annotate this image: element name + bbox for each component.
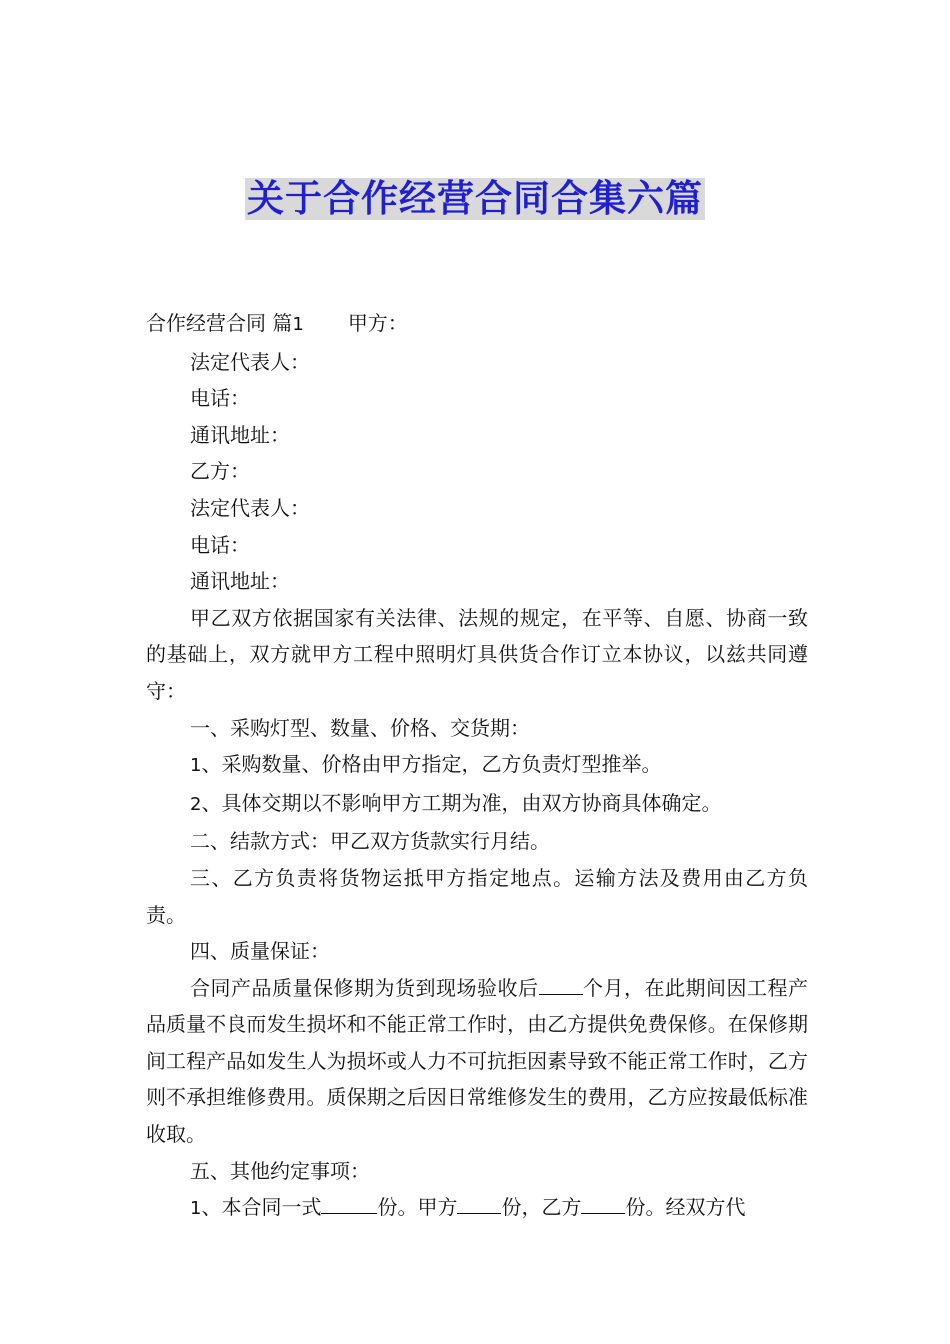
item-number: 1 [190,1198,202,1220]
section-4-text-a: 合同产品质量保修期为货到现场验收后 [190,975,539,1000]
section-1-title: 一、采购灯型、数量、价格、交货期： [190,715,530,740]
document-title: 关于合作经营合同合集六篇 [247,177,703,220]
preamble-paragraph: 甲乙双方依据国家有关法律、法规的规定，在平等、自愿、协商一致的基础上，双方就甲方工程中照明灯具供货合作订立本协议，以兹共同遵守： [146,605,808,703]
party-b-label: 乙方： [190,459,250,484]
title-container [0,178,950,220]
contract-heading-line [146,305,808,344]
party-a-label: 甲方： [347,311,408,335]
section-5-item-1 [146,1189,808,1228]
document-body [146,305,808,1228]
item-text-b: 份。甲方 [377,1195,458,1220]
field-address-b: 通讯地址： [190,569,290,594]
field-legal-rep-b: 法定代表人： [190,495,310,520]
contract-heading-label: 合作经营合同 篇 [146,311,293,335]
item-text: 、具体交期以不影响甲方工期为准，由双方协商具体确定。 [201,790,722,815]
field-phone-a: 电话： [190,386,250,411]
item-text-c: 份，乙方 [501,1195,582,1220]
blank-months [539,974,583,995]
section-2-paragraph: 二、结款方式：甲乙双方货款实行月结。 [190,829,550,854]
field-legal-rep-a: 法定代表人： [190,349,310,374]
item-text-d: 份。经双方代 [625,1195,746,1220]
section-1-item-1 [146,746,808,785]
item-text-a: 、本合同一式 [201,1195,322,1220]
field-address-a: 通讯地址： [190,422,290,447]
field-phone-b: 电话： [190,532,250,557]
section-4-text-b: 个月，在此期间因工程产品质量不良而发生损坏和不能正常工作时，由乙方提供免费保修。在保修期间工程产品如发生人为损坏或人力不可抗拒因素导致不能正常工作时，乙方则不承担维修费用。质保期之后因日常维修发生的费用，乙方应按最低标准收取。 [146,975,808,1147]
section-5-title: 五、其他约定事项： [190,1158,370,1183]
blank-copies-total [321,1193,377,1214]
item-text: 、采购数量、价格由甲方指定，乙方负责灯型推举。 [201,752,662,777]
blank-copies-b [581,1193,625,1214]
contract-heading-number: 1 [292,314,304,335]
item-number: 2 [190,793,202,815]
section-4-paragraph [146,970,808,1153]
item-number: 1 [190,755,202,777]
section-1-item-2 [146,785,808,824]
section-3-paragraph: 三、乙方负责将货物运抵甲方指定地点。运输方法及费用由乙方负责。 [146,865,808,927]
blank-copies-a [457,1193,501,1214]
section-4-title: 四、质量保证： [190,939,330,964]
